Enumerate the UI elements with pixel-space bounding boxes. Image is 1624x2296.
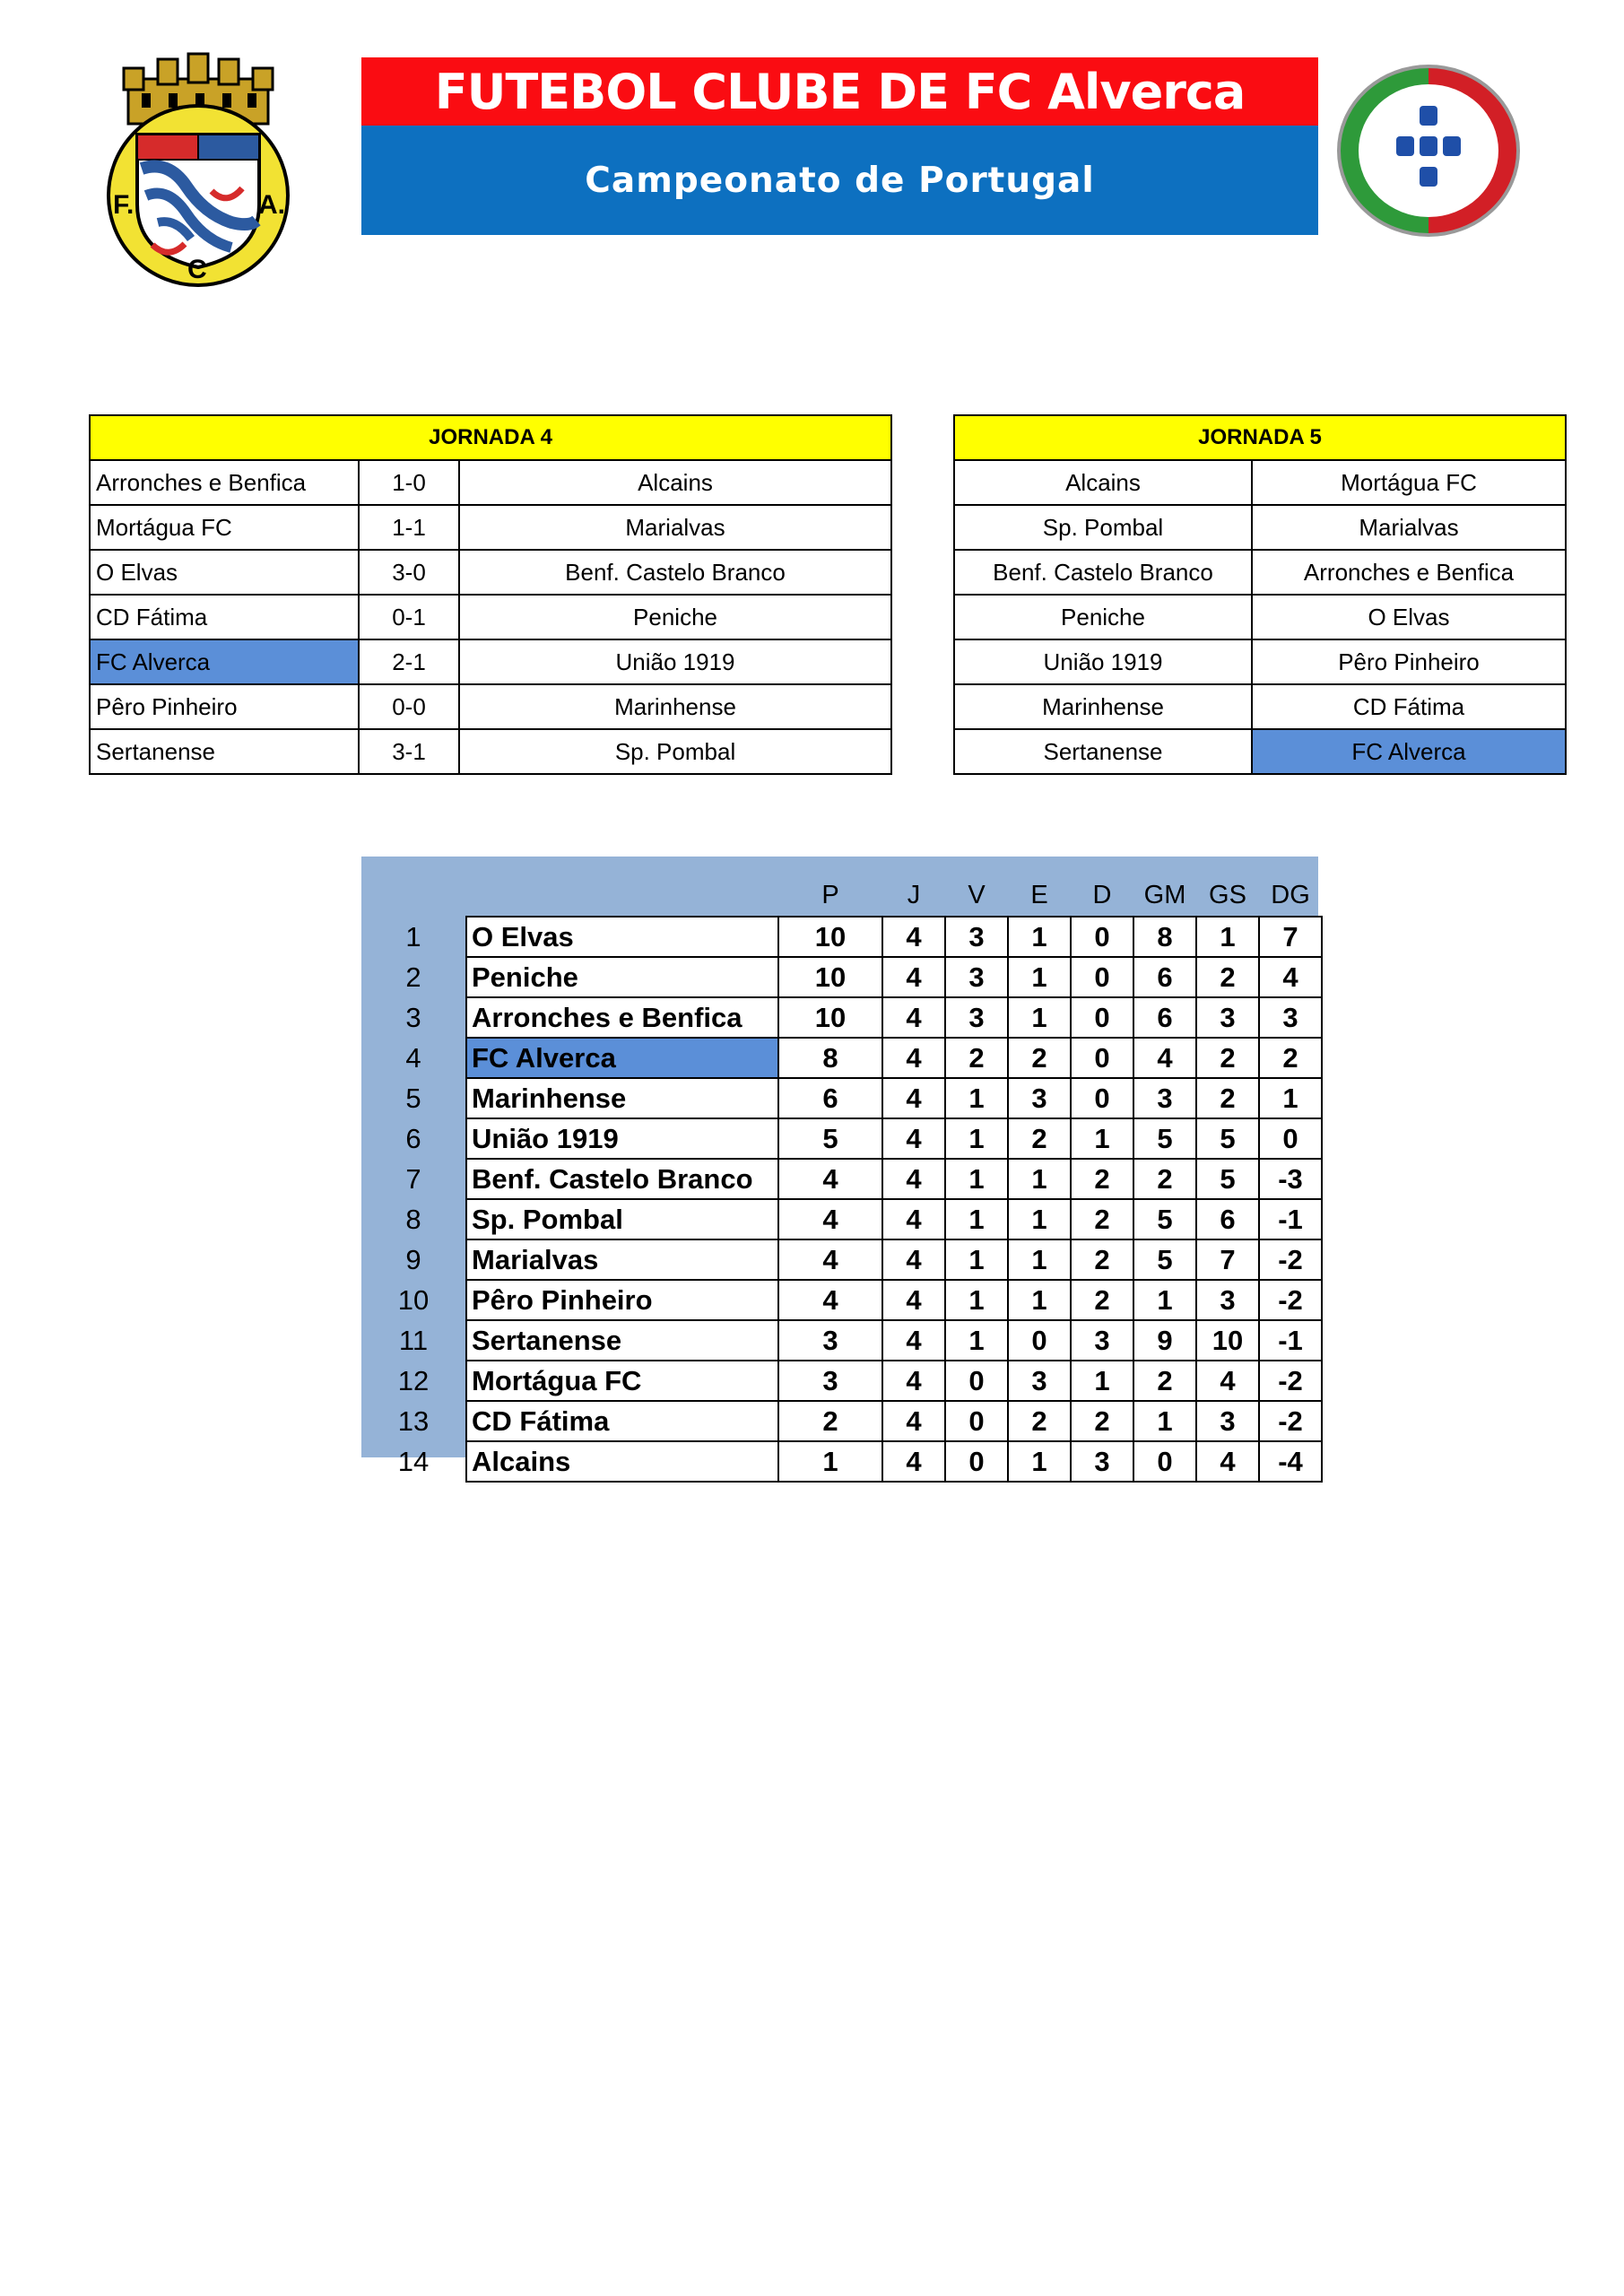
match-score: 3-0 xyxy=(359,550,459,595)
stat-j: 4 xyxy=(882,1199,945,1239)
stat-e: 3 xyxy=(1008,1361,1071,1401)
stat-e: 1 xyxy=(1008,1239,1071,1280)
stat-gs: 3 xyxy=(1196,997,1259,1038)
stat-gs: 5 xyxy=(1196,1118,1259,1159)
stat-dg: -2 xyxy=(1259,1239,1322,1280)
home-team: O Elvas xyxy=(90,550,359,595)
standings-row xyxy=(361,1199,1322,1239)
rank-number: 13 xyxy=(397,1405,430,1437)
stat-v: 3 xyxy=(945,997,1008,1038)
team-name: CD Fátima xyxy=(466,1401,778,1441)
stat-gs: 5 xyxy=(1196,1159,1259,1199)
rank-number: 4 xyxy=(405,1041,421,1074)
stat-j: 4 xyxy=(882,1118,945,1159)
stat-d: 0 xyxy=(1071,1078,1133,1118)
home-team: Marinhense xyxy=(954,684,1252,729)
away-team: Benf. Castelo Branco xyxy=(459,550,891,595)
stat-p: 10 xyxy=(778,997,882,1038)
stat-dg: -1 xyxy=(1259,1199,1322,1239)
crest-letter-a: A. xyxy=(258,190,285,220)
column-header: DG xyxy=(1271,880,1310,909)
stat-dg: -3 xyxy=(1259,1159,1322,1199)
stat-dg: 3 xyxy=(1259,997,1322,1038)
club-crest-logo xyxy=(97,52,300,289)
stat-j: 4 xyxy=(882,957,945,997)
column-header: D xyxy=(1092,880,1112,909)
stat-d: 2 xyxy=(1071,1199,1133,1239)
home-team: União 1919 xyxy=(954,639,1252,684)
team-name: União 1919 xyxy=(466,1118,778,1159)
rank-number: 14 xyxy=(397,1445,430,1477)
stat-v: 1 xyxy=(945,1078,1008,1118)
column-header: V xyxy=(968,880,986,909)
stat-j: 4 xyxy=(882,1361,945,1401)
team-name: Pêro Pinheiro xyxy=(466,1280,778,1320)
crest-letter-c: C xyxy=(187,255,207,284)
standings-row xyxy=(361,1159,1322,1199)
stat-v: 1 xyxy=(945,1118,1008,1159)
fixture-row xyxy=(90,460,891,505)
stat-j: 4 xyxy=(882,1280,945,1320)
stat-p: 4 xyxy=(778,1199,882,1239)
stat-v: 1 xyxy=(945,1199,1008,1239)
stat-v: 0 xyxy=(945,1361,1008,1401)
stat-d: 0 xyxy=(1071,957,1133,997)
stat-gs: 7 xyxy=(1196,1239,1259,1280)
standings-row xyxy=(361,1401,1322,1441)
rank-number: 1 xyxy=(405,920,421,952)
stat-gm: 0 xyxy=(1133,1441,1196,1482)
stat-d: 1 xyxy=(1071,1118,1133,1159)
column-header: E xyxy=(1030,880,1048,909)
stat-e: 1 xyxy=(1008,1280,1071,1320)
fixture-row xyxy=(954,460,1566,505)
rank-number: 11 xyxy=(398,1324,429,1356)
stat-v: 2 xyxy=(945,1038,1008,1078)
team-name: Arronches e Benfica xyxy=(466,997,778,1038)
header-blank xyxy=(466,874,778,917)
away-team: Peniche xyxy=(459,595,891,639)
stat-gm: 5 xyxy=(1133,1239,1196,1280)
stat-gs: 4 xyxy=(1196,1361,1259,1401)
standings-row xyxy=(361,997,1322,1038)
stat-d: 2 xyxy=(1071,1239,1133,1280)
stat-gm: 2 xyxy=(1133,1361,1196,1401)
rank-number: 5 xyxy=(405,1082,421,1114)
stat-gm: 1 xyxy=(1133,1280,1196,1320)
stat-gs: 4 xyxy=(1196,1441,1259,1482)
stat-p: 4 xyxy=(778,1239,882,1280)
home-team: Benf. Castelo Branco xyxy=(954,550,1252,595)
fixture-row xyxy=(90,639,891,684)
stat-gm: 6 xyxy=(1133,957,1196,997)
stat-j: 4 xyxy=(882,1320,945,1361)
stat-e: 1 xyxy=(1008,1159,1071,1199)
away-team: FC Alverca xyxy=(1252,729,1566,774)
team-name: Marinhense xyxy=(466,1078,778,1118)
fixture-row xyxy=(90,729,891,774)
jornada-5-title: JORNADA 5 xyxy=(954,415,1566,460)
stat-dg: -4 xyxy=(1259,1441,1322,1482)
stat-p: 10 xyxy=(778,917,882,957)
stat-e: 3 xyxy=(1008,1078,1071,1118)
stat-d: 0 xyxy=(1071,997,1133,1038)
fixture-row xyxy=(90,595,891,639)
stat-dg: -2 xyxy=(1259,1280,1322,1320)
rank-number: 6 xyxy=(405,1122,421,1154)
stat-gm: 9 xyxy=(1133,1320,1196,1361)
stat-d: 0 xyxy=(1071,917,1133,957)
stat-e: 0 xyxy=(1008,1320,1071,1361)
standings-row xyxy=(361,1361,1322,1401)
fixture-row xyxy=(954,684,1566,729)
away-team: Mortágua FC xyxy=(1252,460,1566,505)
away-team: União 1919 xyxy=(459,639,891,684)
stat-gm: 8 xyxy=(1133,917,1196,957)
stat-p: 4 xyxy=(778,1280,882,1320)
stat-j: 4 xyxy=(882,917,945,957)
fixture-row xyxy=(954,729,1566,774)
stat-p: 2 xyxy=(778,1401,882,1441)
home-team: Sp. Pombal xyxy=(954,505,1252,550)
stat-e: 1 xyxy=(1008,1441,1071,1482)
team-name: Marialvas xyxy=(466,1239,778,1280)
away-team: CD Fátima xyxy=(1252,684,1566,729)
team-name: FC Alverca xyxy=(466,1038,778,1078)
away-team: Alcains xyxy=(459,460,891,505)
stat-e: 1 xyxy=(1008,1199,1071,1239)
stat-j: 4 xyxy=(882,1441,945,1482)
stat-gm: 1 xyxy=(1133,1401,1196,1441)
stat-e: 1 xyxy=(1008,957,1071,997)
home-team: Arronches e Benfica xyxy=(90,460,359,505)
crest-letter-f: F. xyxy=(113,190,135,220)
stat-v: 1 xyxy=(945,1239,1008,1280)
stat-dg: -2 xyxy=(1259,1401,1322,1441)
federation-emblem-logo xyxy=(1334,61,1523,240)
stat-e: 1 xyxy=(1008,997,1071,1038)
stat-p: 1 xyxy=(778,1441,882,1482)
stat-j: 4 xyxy=(882,997,945,1038)
rank-number: 3 xyxy=(405,1001,421,1033)
stat-d: 2 xyxy=(1071,1401,1133,1441)
stat-e: 2 xyxy=(1008,1038,1071,1078)
stat-p: 3 xyxy=(778,1320,882,1361)
stat-j: 4 xyxy=(882,1239,945,1280)
stat-gm: 5 xyxy=(1133,1118,1196,1159)
jornada-5-table xyxy=(953,414,1567,775)
stat-p: 3 xyxy=(778,1361,882,1401)
stat-d: 2 xyxy=(1071,1159,1133,1199)
stat-p: 5 xyxy=(778,1118,882,1159)
stat-v: 3 xyxy=(945,957,1008,997)
fixture-row xyxy=(954,639,1566,684)
column-header: J xyxy=(907,880,921,909)
stat-e: 2 xyxy=(1008,1401,1071,1441)
stat-gs: 1 xyxy=(1196,917,1259,957)
standings-row xyxy=(361,1038,1322,1078)
away-team: O Elvas xyxy=(1252,595,1566,639)
away-team: Sp. Pombal xyxy=(459,729,891,774)
rank-number: 10 xyxy=(397,1283,430,1316)
stat-v: 1 xyxy=(945,1280,1008,1320)
fixture-row xyxy=(90,505,891,550)
standings-row xyxy=(361,917,1322,957)
fixture-row xyxy=(954,550,1566,595)
stat-j: 4 xyxy=(882,1401,945,1441)
standings-row xyxy=(361,957,1322,997)
standings-row xyxy=(361,1118,1322,1159)
page-subtitle: Campeonato de Portugal xyxy=(361,126,1318,235)
team-name: Sp. Pombal xyxy=(466,1199,778,1239)
stat-v: 1 xyxy=(945,1159,1008,1199)
rank-number: 9 xyxy=(405,1243,421,1275)
rank-number: 12 xyxy=(397,1364,430,1396)
stat-gs: 6 xyxy=(1196,1199,1259,1239)
stat-j: 4 xyxy=(882,1159,945,1199)
stat-gm: 2 xyxy=(1133,1159,1196,1199)
fixture-row xyxy=(90,684,891,729)
rank-number: 2 xyxy=(405,961,421,993)
stat-j: 4 xyxy=(882,1078,945,1118)
stat-d: 0 xyxy=(1071,1038,1133,1078)
fixture-row xyxy=(90,550,891,595)
away-team: Marialvas xyxy=(459,505,891,550)
stat-gs: 2 xyxy=(1196,1078,1259,1118)
stat-gs: 2 xyxy=(1196,957,1259,997)
stat-p: 10 xyxy=(778,957,882,997)
stat-p: 4 xyxy=(778,1159,882,1199)
home-team: Mortágua FC xyxy=(90,505,359,550)
standings-table xyxy=(361,874,1323,1483)
team-name: Sertanense xyxy=(466,1320,778,1361)
stat-d: 2 xyxy=(1071,1280,1133,1320)
standings-row xyxy=(361,1280,1322,1320)
stat-gs: 10 xyxy=(1196,1320,1259,1361)
stat-v: 0 xyxy=(945,1401,1008,1441)
column-header: GM xyxy=(1143,880,1186,909)
away-team: Pêro Pinheiro xyxy=(1252,639,1566,684)
standings-row xyxy=(361,1441,1322,1482)
stat-d: 3 xyxy=(1071,1320,1133,1361)
stat-e: 2 xyxy=(1008,1118,1071,1159)
home-team: CD Fátima xyxy=(90,595,359,639)
stat-e: 1 xyxy=(1008,917,1071,957)
stat-v: 0 xyxy=(945,1441,1008,1482)
home-team: Sertanense xyxy=(90,729,359,774)
away-team: Arronches e Benfica xyxy=(1252,550,1566,595)
header-blank xyxy=(361,874,466,917)
stat-gm: 5 xyxy=(1133,1199,1196,1239)
team-name: Peniche xyxy=(466,957,778,997)
stat-p: 8 xyxy=(778,1038,882,1078)
match-score: 0-1 xyxy=(359,595,459,639)
column-header: P xyxy=(821,880,839,909)
stat-dg: 0 xyxy=(1259,1118,1322,1159)
stat-dg: 4 xyxy=(1259,957,1322,997)
page-title: FUTEBOL CLUBE DE FC Alverca xyxy=(361,57,1318,126)
home-team: Peniche xyxy=(954,595,1252,639)
match-score: 2-1 xyxy=(359,639,459,684)
jornada-4-table xyxy=(89,414,892,775)
stat-dg: 1 xyxy=(1259,1078,1322,1118)
away-team: Marialvas xyxy=(1252,505,1566,550)
standings-row xyxy=(361,1078,1322,1118)
stat-v: 1 xyxy=(945,1320,1008,1361)
stat-d: 1 xyxy=(1071,1361,1133,1401)
standings-row xyxy=(361,1320,1322,1361)
column-header: GS xyxy=(1209,880,1246,909)
stat-v: 3 xyxy=(945,917,1008,957)
stat-gm: 4 xyxy=(1133,1038,1196,1078)
away-team: Marinhense xyxy=(459,684,891,729)
match-score: 3-1 xyxy=(359,729,459,774)
stat-dg: 2 xyxy=(1259,1038,1322,1078)
stat-gm: 3 xyxy=(1133,1078,1196,1118)
match-score: 1-1 xyxy=(359,505,459,550)
stat-p: 6 xyxy=(778,1078,882,1118)
fixture-row xyxy=(954,505,1566,550)
home-team: FC Alverca xyxy=(90,639,359,684)
jornada-4-title: JORNADA 4 xyxy=(90,415,891,460)
team-name: Mortágua FC xyxy=(466,1361,778,1401)
team-name: Benf. Castelo Branco xyxy=(466,1159,778,1199)
stat-gs: 3 xyxy=(1196,1280,1259,1320)
team-name: Alcains xyxy=(466,1441,778,1482)
home-team: Pêro Pinheiro xyxy=(90,684,359,729)
home-team: Sertanense xyxy=(954,729,1252,774)
stat-dg: -2 xyxy=(1259,1361,1322,1401)
match-score: 1-0 xyxy=(359,460,459,505)
match-score: 0-0 xyxy=(359,684,459,729)
stat-j: 4 xyxy=(882,1038,945,1078)
stat-gs: 3 xyxy=(1196,1401,1259,1441)
standings-row xyxy=(361,1239,1322,1280)
stat-gm: 6 xyxy=(1133,997,1196,1038)
rank-number: 8 xyxy=(405,1203,421,1235)
stat-d: 3 xyxy=(1071,1441,1133,1482)
stat-dg: -1 xyxy=(1259,1320,1322,1361)
team-name: O Elvas xyxy=(466,917,778,957)
fixture-row xyxy=(954,595,1566,639)
standings-header-row xyxy=(361,874,1322,917)
home-team: Alcains xyxy=(954,460,1252,505)
stat-gs: 2 xyxy=(1196,1038,1259,1078)
rank-number: 7 xyxy=(405,1162,421,1195)
stat-dg: 7 xyxy=(1259,917,1322,957)
